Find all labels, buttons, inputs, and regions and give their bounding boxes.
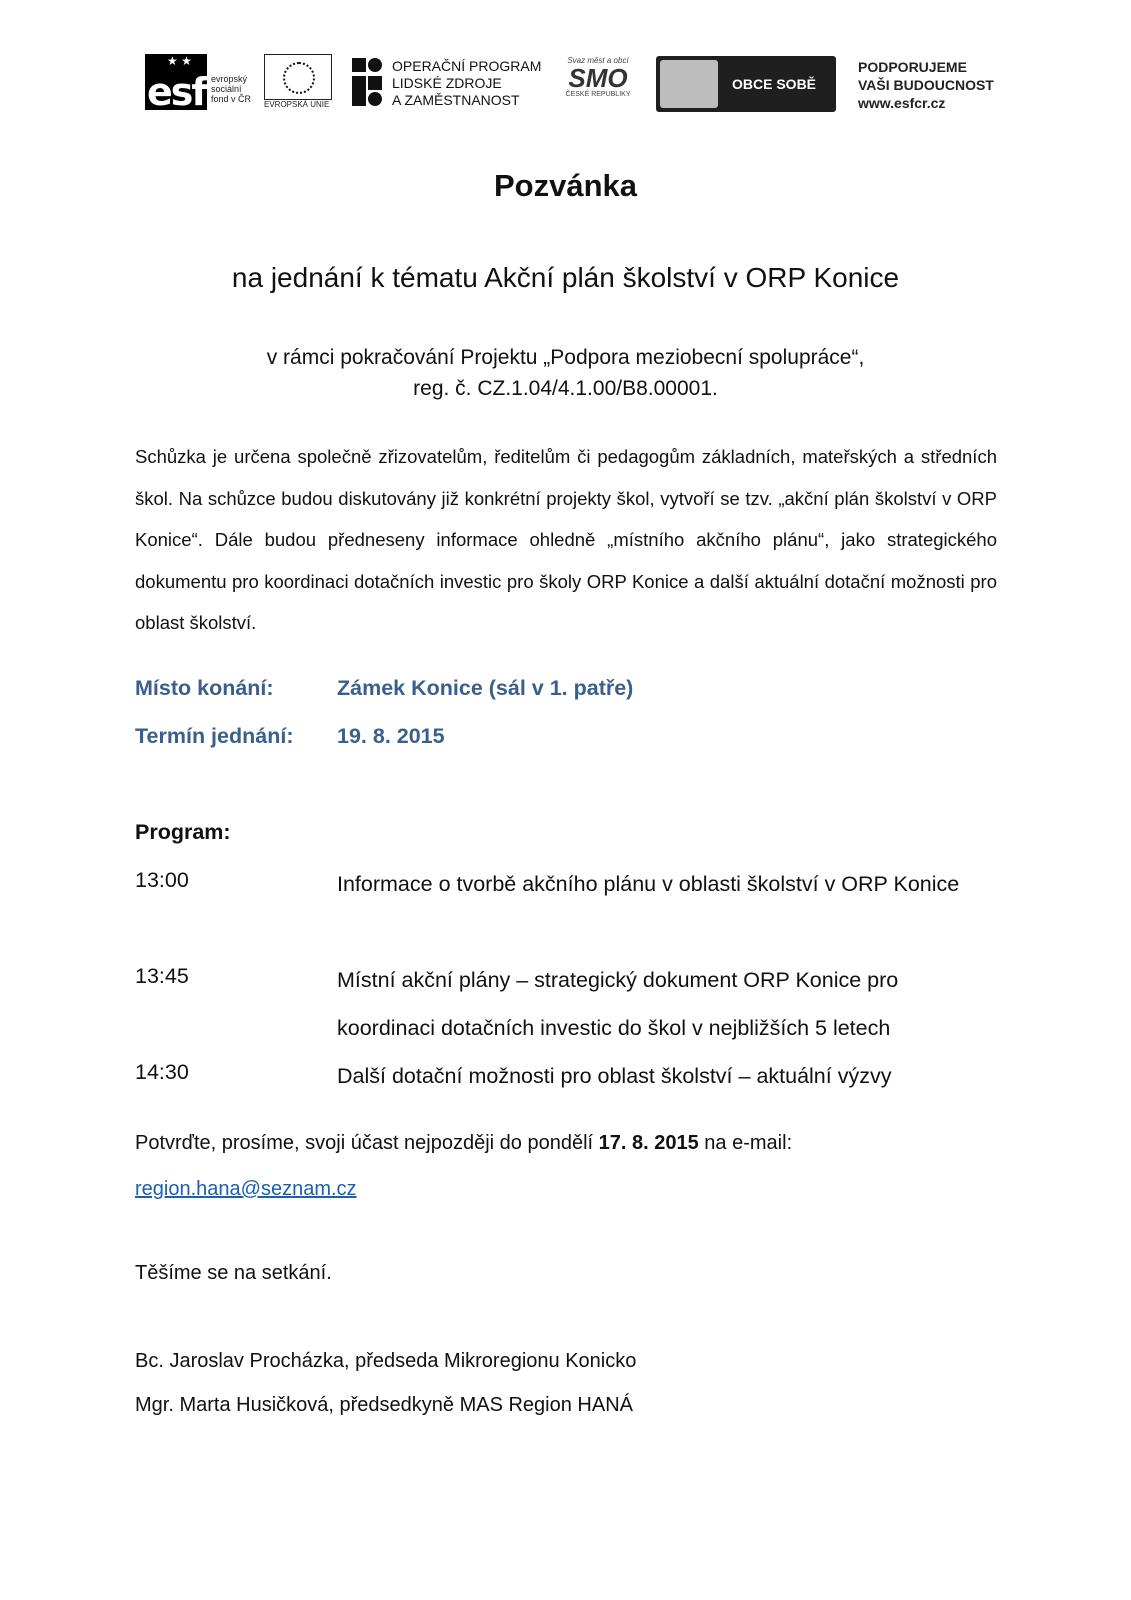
op-caption-line: A ZAMĚSTNANOST: [392, 92, 520, 108]
logo-header: [0, 0, 1131, 130]
email-link[interactable]: region.hana@seznam.cz: [135, 1178, 357, 1200]
support-line: VAŠI BUDOUCNOST: [858, 77, 994, 93]
confirm-deadline: 17. 8. 2015: [598, 1132, 699, 1154]
term-value: 19. 8. 2015: [337, 724, 445, 748]
signature-line: Bc. Jaroslav Procházka, předseda Mikroregionu Konicko: [135, 1350, 637, 1372]
intro-text: Schůzka je určena společně zřizovatelům, ředitelům či pedagogům základních, mateřských a středních škol. Na schůzce budou diskutovány již konkrétní projekty škol, vytvoří se tzv. „akční plán školství v ORP Konice“. Dále budou předneseny informace ohledně „místního akčního plánu“, jako strategického dokumentu pro koordinaci dotačních investic pro školy ORP Konice a další aktuální dotační možnosti pro oblast školství.: [135, 446, 997, 633]
smo-main-text: SMO: [568, 63, 628, 93]
esf-caption-line: fond v ČR: [211, 94, 252, 104]
op-emblem-icon: [352, 58, 382, 108]
esf-caption-line: sociální: [211, 84, 242, 94]
document-subtitle: na jednání k tématu Akční plán školství v ORP Konice: [231, 262, 900, 293]
program-heading: Program:: [135, 820, 231, 844]
program-time: 14:30: [135, 1060, 189, 1084]
program-item: Další dotační možnosti pro oblast školství – aktuální výzvy: [337, 1064, 892, 1088]
term-label: Termín jednání:: [135, 724, 294, 748]
esf-caption: [211, 74, 251, 104]
esf-logo-block: [145, 54, 207, 114]
closing-text: Těšíme se na setkání.: [135, 1262, 332, 1284]
confirm-text: [135, 1132, 792, 1155]
document-title: Pozvánka: [493, 168, 637, 203]
eu-caption: EVROPSKÁ UNIE: [264, 100, 330, 109]
signature-line: Mgr. Marta Husičková, předsedkyně MAS Region HANÁ: [135, 1394, 633, 1416]
project-registration: reg. č. CZ.1.04/4.1.00/B8.00001.: [413, 377, 718, 400]
op-caption-line: LIDSKÉ ZDROJE: [392, 75, 502, 91]
esf-logo: [145, 54, 255, 114]
puzzle-icon: [660, 60, 718, 108]
program-item: Místní akční plány – strategický dokument ORP Konice pro koordinaci dotačních investic do škol v nejbližších 5 letech: [337, 968, 899, 1040]
op-logo: [352, 54, 552, 110]
place-value: Zámek Konice (sál v 1. patře): [337, 676, 634, 700]
smo-top-text: Svaz měst a obcí: [567, 56, 629, 65]
esf-letters: esf: [147, 70, 206, 114]
project-info: [0, 342, 1131, 404]
eu-flag-icon: [264, 54, 332, 100]
support-slogan: [858, 58, 1018, 112]
program-item: Informace o tvorbě akčního plánu v oblasti školství v ORP Konice: [337, 872, 960, 896]
smo-logo: [562, 56, 634, 110]
op-caption: [392, 58, 541, 109]
confirm-prefix: Potvrďte, prosíme, svoji účast nejpozději do pondělí: [135, 1132, 599, 1154]
program-time: 13:45: [135, 964, 189, 988]
project-line: v rámci pokračování Projektu „Podpora meziobecní spolupráce“,: [266, 346, 865, 369]
support-line: PODPORUJEME: [858, 59, 967, 75]
esf-caption-line: evropský: [211, 74, 248, 84]
confirm-suffix: na e-mail:: [698, 1132, 793, 1154]
support-line: www.esfcr.cz: [858, 95, 946, 111]
eu-logo: [264, 54, 332, 110]
smo-bottom-text: ČESKÉ REPUBLIKY: [565, 91, 631, 98]
program-time: 13:00: [135, 868, 189, 892]
star-icon: ★ ★: [167, 54, 192, 68]
place-label: Místo konání:: [135, 676, 274, 700]
obce-sobe-logo: [656, 56, 836, 112]
intro-paragraph: [135, 436, 997, 644]
obce-sobe-text: OBCE SOBĚ: [732, 76, 817, 92]
op-caption-line: OPERAČNÍ PROGRAM: [392, 58, 542, 74]
